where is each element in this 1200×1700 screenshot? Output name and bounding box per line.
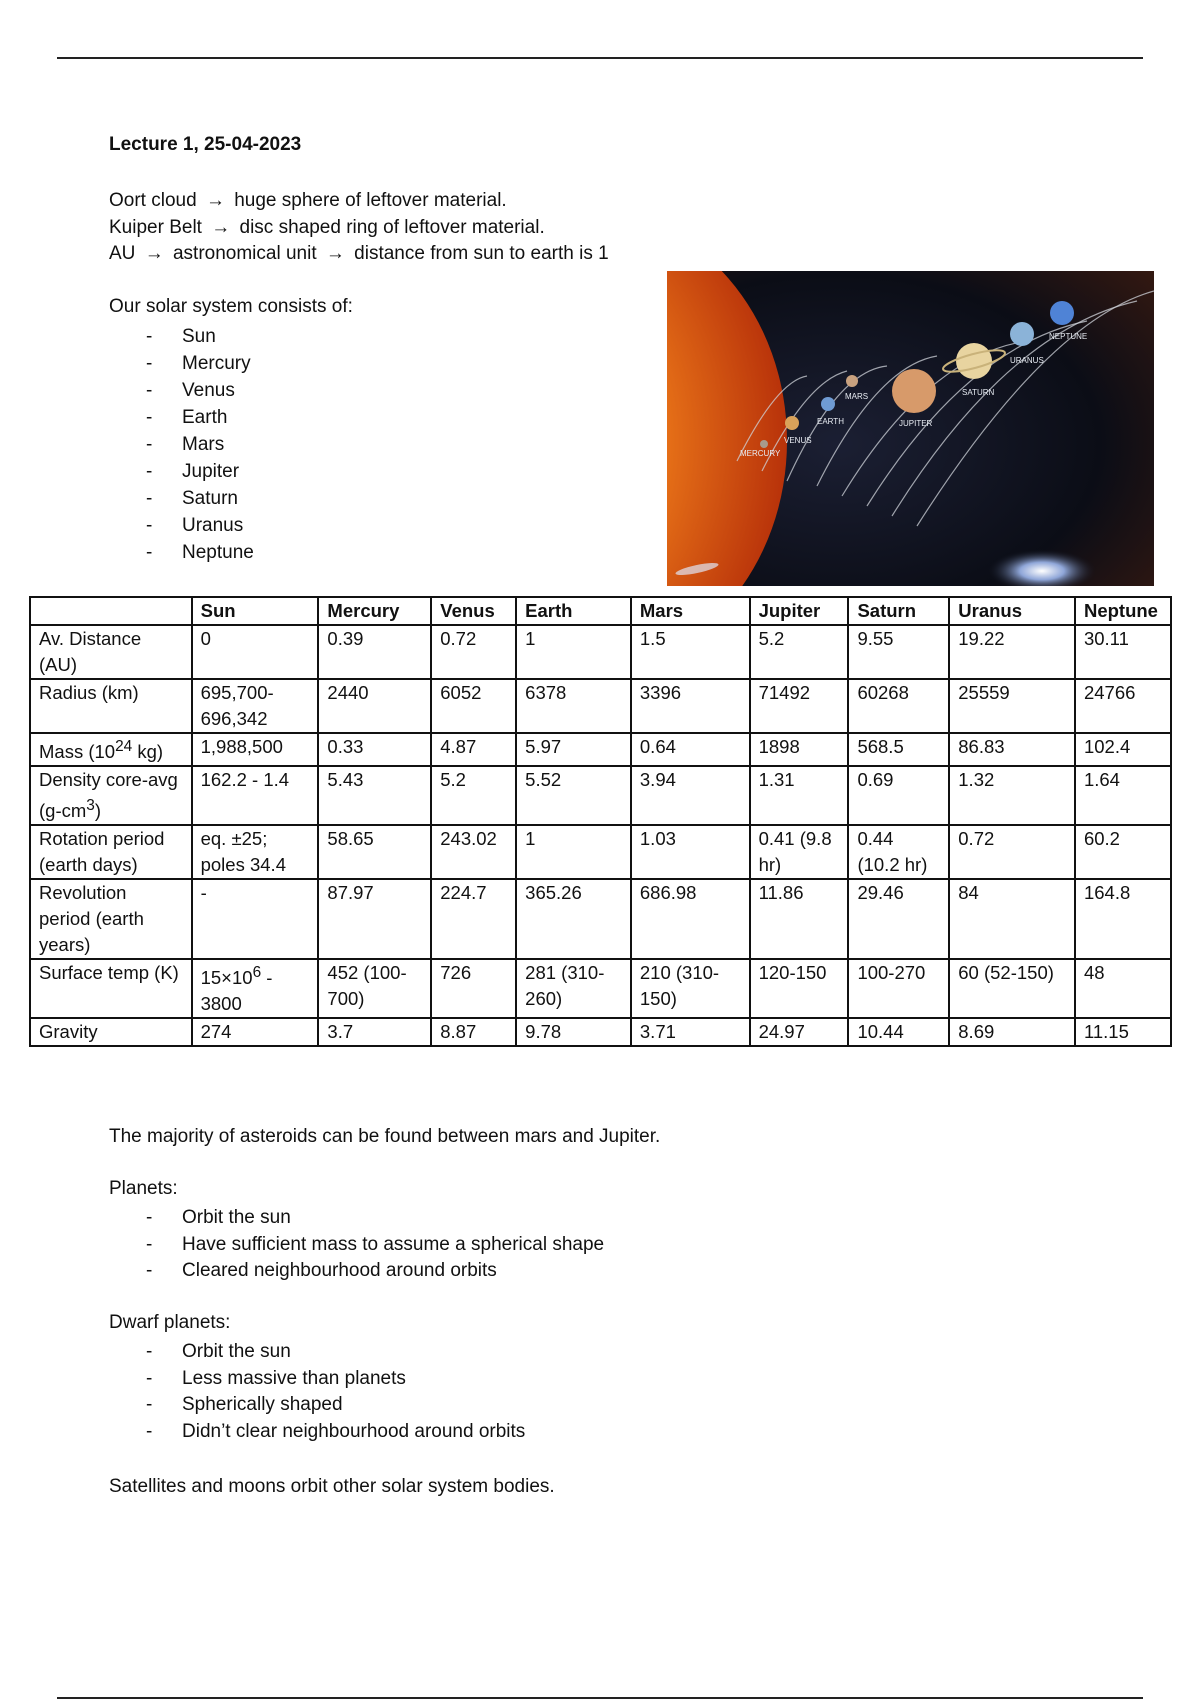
table-cell: 365.26 [516, 879, 631, 959]
table-cell: 1.03 [631, 825, 750, 879]
row-label [30, 766, 192, 825]
table-header-cell: Mars [631, 597, 750, 625]
arrow-right-icon: → [325, 243, 345, 264]
list-item: - Saturn [109, 485, 254, 512]
image-label-earth: EARTH [817, 417, 844, 426]
table-cell: 3.71 [631, 1018, 750, 1046]
table-cell: 24.97 [750, 1018, 849, 1046]
table-cell: 100-270 [848, 959, 949, 1018]
list-item: - Cleared neighbourhood around orbits [109, 1258, 604, 1285]
table-cell: 11.86 [750, 879, 849, 959]
table-cell: 60 (52-150) [949, 959, 1075, 1018]
table-cell: 84 [949, 879, 1075, 959]
solar-system-image [667, 271, 1154, 586]
table-cell: 11.15 [1075, 1018, 1171, 1046]
definition-term: AU [109, 243, 136, 264]
table-cell: 686.98 [631, 879, 750, 959]
image-label-mars: MARS [845, 392, 869, 401]
table-cell: 102.4 [1075, 733, 1171, 766]
table-cell: 58.65 [318, 825, 431, 879]
table-cell: 1.31 [750, 766, 849, 825]
list-item: - Have sufficient mass to assume a spherical shape [109, 1232, 604, 1259]
table-cell: 281 (310-260) [516, 959, 631, 1018]
mars-shape [846, 375, 858, 387]
list-item: - Sun [109, 323, 254, 350]
solar-system-bodies-list [109, 323, 254, 566]
row-label-exponent: 3 [86, 797, 95, 815]
venus-shape [785, 416, 799, 430]
table-cell: 210 (310-150) [631, 959, 750, 1018]
list-item: - Uranus [109, 512, 254, 539]
table-cell: eq. ±25; poles 34.4 [192, 825, 319, 879]
table-cell: 3.7 [318, 1018, 431, 1046]
table-cell: 71492 [750, 679, 849, 733]
definition-text: astronomical unit [172, 243, 317, 264]
list-item: - Neptune [109, 539, 254, 566]
table-cell: 2440 [318, 679, 431, 733]
row-label-exponent: 24 [115, 738, 133, 755]
table-header-row [30, 597, 1171, 625]
row-label-text: Mass (10 [39, 741, 116, 763]
table-cell: 164.8 [1075, 879, 1171, 959]
image-label-mercury: MERCURY [740, 449, 781, 458]
table-cell: 5.2 [431, 766, 516, 825]
table-cell: 0.39 [318, 625, 431, 679]
table-cell: 5.52 [516, 766, 631, 825]
table-cell: 24766 [1075, 679, 1171, 733]
sun-temp-exponent: 6 [252, 964, 262, 982]
table-cell: 6378 [516, 679, 631, 733]
table-cell: 0.33 [318, 733, 431, 766]
row-label: Gravity [30, 1018, 192, 1046]
closing-note: Satellites and moons orbit other solar system bodies. [109, 1476, 555, 1497]
table-cell: 224.7 [431, 879, 516, 959]
lecture-heading: Lecture 1, 25-04-2023 [109, 134, 302, 155]
table-cell: 120-150 [750, 959, 849, 1018]
planet-data-table [29, 596, 1172, 1047]
jupiter-shape [892, 369, 936, 413]
arrow-right-icon: → [205, 190, 225, 211]
dwarf-planets-title: Dwarf planets: [109, 1312, 231, 1333]
table-header-cell: Earth [516, 597, 631, 625]
table-cell: 0 [192, 625, 319, 679]
table-cell: 1,988,500 [192, 733, 319, 766]
row-label-text: Density core-avg (g-cm [39, 769, 178, 822]
definition-term: Oort cloud [109, 190, 197, 211]
table-cell: 0.69 [848, 766, 949, 825]
definition-au [109, 241, 609, 268]
list-item: - Orbit the sun [109, 1339, 525, 1366]
table-header-cell: Uranus [949, 597, 1075, 625]
earth-shape [821, 397, 835, 411]
table-cell: 452 (100-700) [318, 959, 431, 1018]
table-header-cell: Venus [431, 597, 516, 625]
table-header-cell: Saturn [848, 597, 949, 625]
planets-criteria-list [109, 1205, 604, 1285]
row-label: Revolution period (earth years) [30, 879, 192, 959]
list-item: - Jupiter [109, 458, 254, 485]
table-cell: 1.5 [631, 625, 750, 679]
table-cell: 3.94 [631, 766, 750, 825]
table-cell: 1 [516, 625, 631, 679]
table-cell: 4.87 [431, 733, 516, 766]
planets-title: Planets: [109, 1178, 178, 1199]
solar-system-intro: Our solar system consists of: [109, 296, 353, 317]
table-cell: 29.46 [848, 879, 949, 959]
table-cell: 243.02 [431, 825, 516, 879]
table-cell: 0.64 [631, 733, 750, 766]
list-item: - Earth [109, 404, 254, 431]
table-cell: 5.97 [516, 733, 631, 766]
table-cell: 87.97 [318, 879, 431, 959]
asteroids-note: The majority of asteroids can be found between mars and Jupiter. [109, 1126, 661, 1147]
table-cell: 48 [1075, 959, 1171, 1018]
table-cell: 8.69 [949, 1018, 1075, 1046]
bottom-rule [57, 1697, 1143, 1699]
table-cell: 0.41 (9.8 hr) [750, 825, 849, 879]
definition-text: huge sphere of leftover material. [234, 190, 507, 211]
list-item: - Less massive than planets [109, 1366, 525, 1393]
table-row [30, 733, 1171, 766]
table-cell: 0.72 [431, 625, 516, 679]
table-cell: 1 [516, 825, 631, 879]
mercury-shape [760, 440, 768, 448]
sun-temp-text: - 3800 [200, 967, 273, 1015]
table-cell: 568.5 [848, 733, 949, 766]
table-cell: 10.44 [848, 1018, 949, 1046]
definition-kuiper-belt [109, 215, 609, 242]
image-label-neptune: NEPTUNE [1049, 332, 1088, 341]
saturn-shape [956, 343, 992, 379]
definition-text: distance from sun to earth is 1 [354, 243, 609, 264]
table-cell: 9.55 [848, 625, 949, 679]
row-label: Radius (km) [30, 679, 192, 733]
table-cell: 274 [192, 1018, 319, 1046]
list-item: - Orbit the sun [109, 1205, 604, 1232]
table-cell: 60.2 [1075, 825, 1171, 879]
image-label-venus: VENUS [784, 436, 812, 445]
table-header-cell: Neptune [1075, 597, 1171, 625]
table-cell [192, 959, 319, 1018]
table-cell: 726 [431, 959, 516, 1018]
table-cell: 19.22 [949, 625, 1075, 679]
table-row [30, 766, 1171, 825]
list-item: - Didn’t clear neighbourhood around orbits [109, 1419, 525, 1446]
image-label-jupiter: JUPITER [899, 419, 933, 428]
arrow-right-icon: → [211, 216, 231, 238]
table-cell: 1.32 [949, 766, 1075, 825]
row-label [30, 733, 192, 766]
row-label-text: kg) [132, 741, 164, 763]
list-item: - Spherically shaped [109, 1392, 525, 1419]
table-header-cell: Mercury [318, 597, 431, 625]
dwarf-planets-criteria-list [109, 1339, 525, 1445]
list-item: - Venus [109, 377, 254, 404]
definition-oort-cloud [109, 188, 609, 215]
table-row [30, 959, 1171, 1018]
table-cell: 3396 [631, 679, 750, 733]
table-cell: 60268 [848, 679, 949, 733]
table-cell: 162.2 - 1.4 [192, 766, 319, 825]
sun-temp-text: 15×10 [200, 967, 253, 989]
table-cell: 5.2 [750, 625, 849, 679]
table-cell: 5.43 [318, 766, 431, 825]
list-item: - Mercury [109, 350, 254, 377]
table-row [30, 879, 1171, 959]
definition-text: disc shaped ring of leftover material. [239, 216, 545, 238]
table-header-cell: Sun [192, 597, 319, 625]
table-cell: 1898 [750, 733, 849, 766]
table-cell: 6052 [431, 679, 516, 733]
table-cell: 0.44 (10.2 hr) [848, 825, 949, 879]
table-row [30, 625, 1171, 679]
row-label: Rotation period (earth days) [30, 825, 192, 879]
table-cell: 8.87 [431, 1018, 516, 1046]
image-label-uranus: URANUS [1010, 356, 1044, 365]
table-cell: 86.83 [949, 733, 1075, 766]
row-label-text: ) [94, 800, 102, 822]
table-header-cell: Jupiter [750, 597, 849, 625]
table-cell: - [192, 879, 319, 959]
uranus-shape [1010, 322, 1034, 346]
definitions [109, 188, 609, 268]
definition-term: Kuiper Belt [109, 216, 202, 238]
table-cell: 30.11 [1075, 625, 1171, 679]
table-cell: 25559 [949, 679, 1075, 733]
image-label-saturn: SATURN [962, 388, 995, 397]
row-label: Surface temp (K) [30, 959, 192, 1018]
table-cell: 695,700-696,342 [192, 679, 319, 733]
top-rule [57, 57, 1143, 59]
table-row [30, 679, 1171, 733]
table-row [30, 1018, 1171, 1046]
neptune-shape [1050, 301, 1074, 325]
table-cell: 0.72 [949, 825, 1075, 879]
table-cell: 9.78 [516, 1018, 631, 1046]
arrow-right-icon: → [144, 243, 164, 264]
table-cell: 1.64 [1075, 766, 1171, 825]
table-row [30, 825, 1171, 879]
table-header-cell [30, 597, 192, 625]
list-item: - Mars [109, 431, 254, 458]
row-label: Av. Distance (AU) [30, 625, 192, 679]
